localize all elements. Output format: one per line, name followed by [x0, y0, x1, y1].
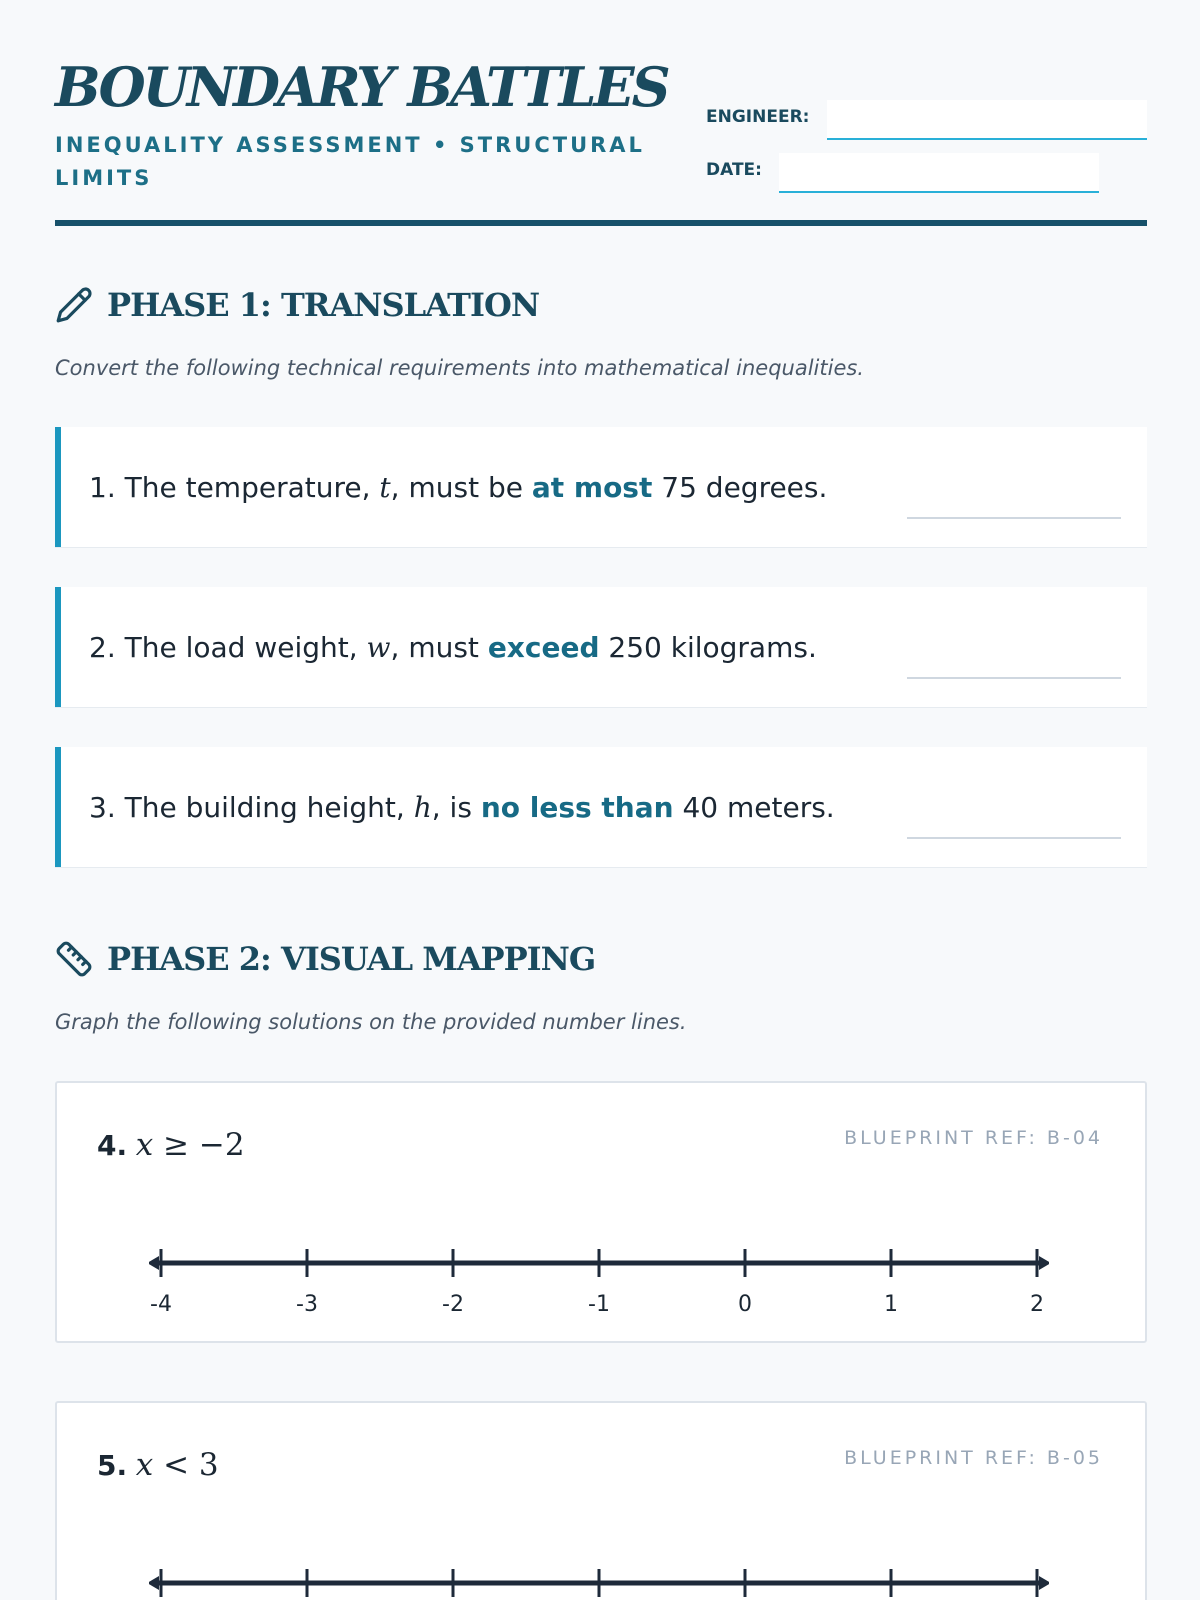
problem-number: 5.: [97, 1449, 128, 1482]
requirement-item-1: [55, 427, 1147, 547]
phase1-heading: [55, 283, 539, 327]
number-line[interactable]: [149, 1241, 1049, 1321]
worksheet-title: BOUNDARY BATTLES: [55, 55, 668, 119]
tick-label: -3: [296, 1292, 318, 1317]
relation: <: [153, 1447, 199, 1483]
answer-line[interactable]: [907, 677, 1121, 679]
ruler-icon: [55, 940, 93, 978]
requirement-text: [89, 427, 827, 547]
right-arrow: [1039, 1256, 1049, 1270]
keyword: no less than: [480, 790, 674, 824]
bound-value: −2: [198, 1127, 245, 1163]
requirement-text-middle: , is: [431, 790, 481, 824]
requirement-text: [89, 587, 817, 707]
requirement-text-middle: , must be: [390, 470, 532, 504]
number-line[interactable]: [149, 1561, 1049, 1600]
blueprint-ref: BLUEPRINT REF: B-05: [844, 1447, 1103, 1469]
relation: ≥: [153, 1127, 199, 1163]
tick-label: -2: [442, 1292, 464, 1317]
graph-card-4: [55, 1081, 1147, 1343]
phase2-instructions: Graph the following solutions on the provided number lines.: [55, 1010, 687, 1034]
inequality-problem: [97, 1447, 219, 1483]
worksheet-header: [55, 55, 1147, 227]
phase1-title: PHASE 1: TRANSLATION: [107, 286, 540, 324]
requirement-text-before: 2. The load weight,: [89, 630, 367, 664]
problem-number: 4.: [97, 1129, 128, 1162]
keyword: at most: [531, 470, 653, 504]
requirement-text-after: 75 degrees.: [652, 470, 828, 504]
tick-label: 1: [884, 1292, 898, 1317]
left-arrow: [149, 1576, 159, 1590]
variable: x: [135, 1447, 154, 1483]
engineer-field[interactable]: [827, 100, 1147, 140]
pencil-icon: [55, 286, 93, 324]
phase2-title: PHASE 2: VISUAL MAPPING: [107, 940, 596, 978]
variable: w: [366, 630, 391, 664]
requirement-item-2: [55, 587, 1147, 707]
tick-label: -1: [588, 1292, 610, 1317]
right-arrow: [1039, 1576, 1049, 1590]
requirement-text-after: 250 kilograms.: [599, 630, 817, 664]
requirement-text-middle: , must: [390, 630, 488, 664]
date-label: DATE:: [706, 160, 762, 180]
requirement-text-after: 40 meters.: [673, 790, 835, 824]
tick-label: 0: [738, 1292, 752, 1317]
answer-line[interactable]: [907, 837, 1121, 839]
phase1-instructions: Convert the following technical requirements into mathematical inequalities.: [55, 356, 864, 380]
keyword: exceed: [487, 630, 600, 664]
inequality-problem: [97, 1127, 245, 1163]
tick-label: -4: [150, 1292, 172, 1317]
phase2-heading: [55, 937, 595, 981]
variable: t: [379, 470, 391, 504]
left-arrow: [149, 1256, 159, 1270]
tick-label: 2: [1030, 1292, 1044, 1317]
requirement-text-before: 3. The building height,: [89, 790, 414, 824]
graph-card-5: [55, 1401, 1147, 1600]
date-field[interactable]: [779, 153, 1099, 193]
requirement-text-before: 1. The temperature,: [89, 470, 380, 504]
blueprint-ref: BLUEPRINT REF: B-04: [844, 1127, 1103, 1149]
requirement-item-3: [55, 747, 1147, 867]
variable: h: [413, 790, 432, 824]
engineer-label: ENGINEER:: [706, 107, 810, 127]
worksheet-subtitle: INEQUALITY ASSESSMENT • STRUCTURAL LIMITS: [55, 133, 645, 190]
bound-value: 3: [198, 1447, 219, 1483]
answer-line[interactable]: [907, 517, 1121, 519]
header-divider: [55, 220, 1147, 226]
variable: x: [135, 1127, 154, 1163]
requirement-text: [89, 747, 835, 867]
